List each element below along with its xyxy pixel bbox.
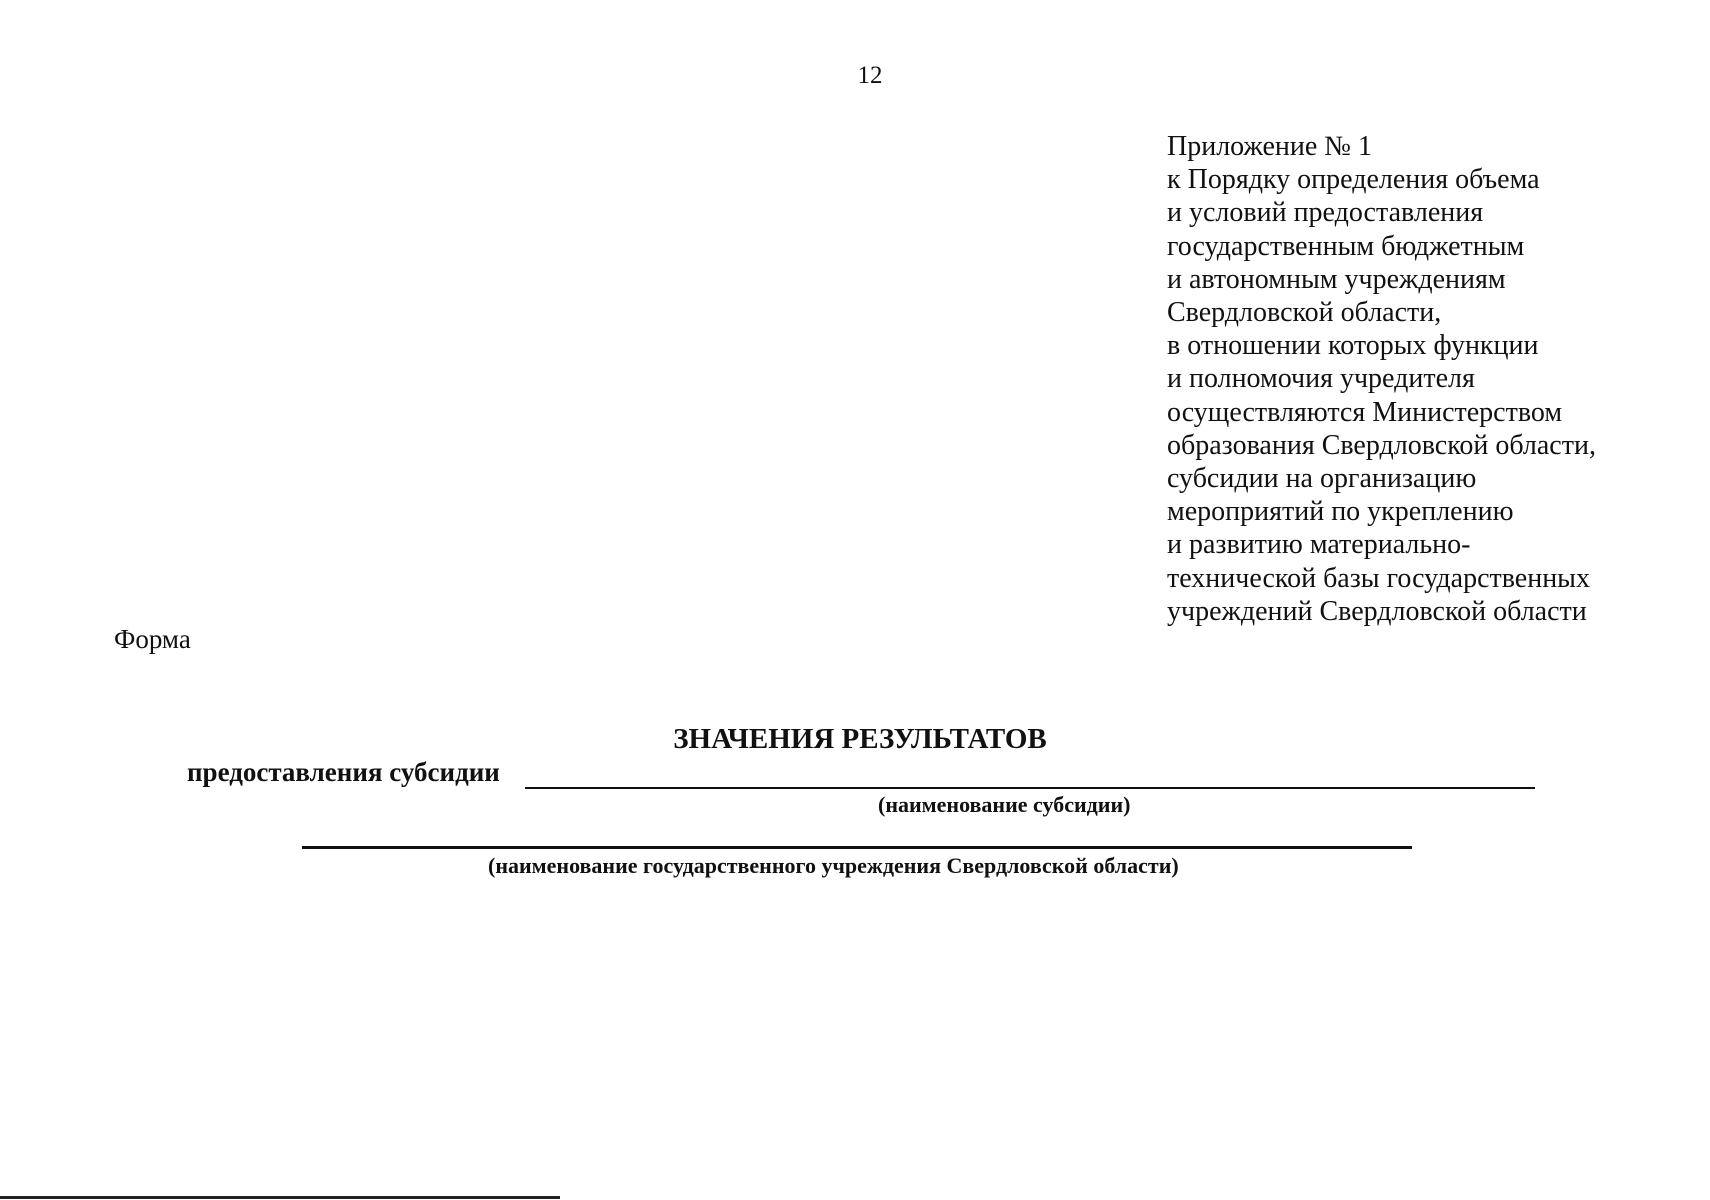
appendix-line: к Порядку определения объема bbox=[1167, 164, 1540, 196]
subsidy-label: предоставления субсидии bbox=[187, 757, 500, 787]
appendix-line: образования Свердловской области, bbox=[1167, 429, 1596, 461]
institution-name-caption: (наименование государственного учреждения Свердловской области) bbox=[488, 853, 1179, 878]
appendix-line: Свердловской области, bbox=[1167, 297, 1442, 329]
appendix-line: осуществляются Министерством bbox=[1167, 396, 1563, 428]
appendix-line: технической базы государственных bbox=[1167, 562, 1590, 594]
subsidy-name-caption: (наименование субсидии) bbox=[878, 792, 1131, 817]
institution-name-fill-line bbox=[302, 846, 1412, 849]
footnote-divider bbox=[0, 1196, 560, 1199]
form-label: Форма bbox=[114, 624, 191, 654]
appendix-block bbox=[1167, 130, 1697, 628]
document-title: ЗНАЧЕНИЯ РЕЗУЛЬТАТОВ bbox=[673, 723, 1047, 755]
appendix-line: субсидии на организацию bbox=[1167, 463, 1477, 495]
appendix-line: и развитию материально- bbox=[1167, 529, 1471, 561]
appendix-line: и автономным учреждениям bbox=[1167, 263, 1506, 295]
appendix-line: учреждений Свердловской области bbox=[1167, 595, 1587, 627]
appendix-line: и полномочия учредителя bbox=[1167, 363, 1475, 395]
appendix-line: и условий предоставления bbox=[1167, 197, 1484, 229]
appendix-line: государственным бюджетным bbox=[1167, 230, 1525, 262]
subsidy-name-fill-line bbox=[525, 787, 1535, 789]
appendix-line: Приложение № 1 bbox=[1167, 131, 1372, 162]
page-number: 12 bbox=[857, 62, 883, 89]
appendix-line: мероприятий по укреплению bbox=[1167, 496, 1514, 528]
appendix-line: в отношении которых функции bbox=[1167, 330, 1539, 362]
